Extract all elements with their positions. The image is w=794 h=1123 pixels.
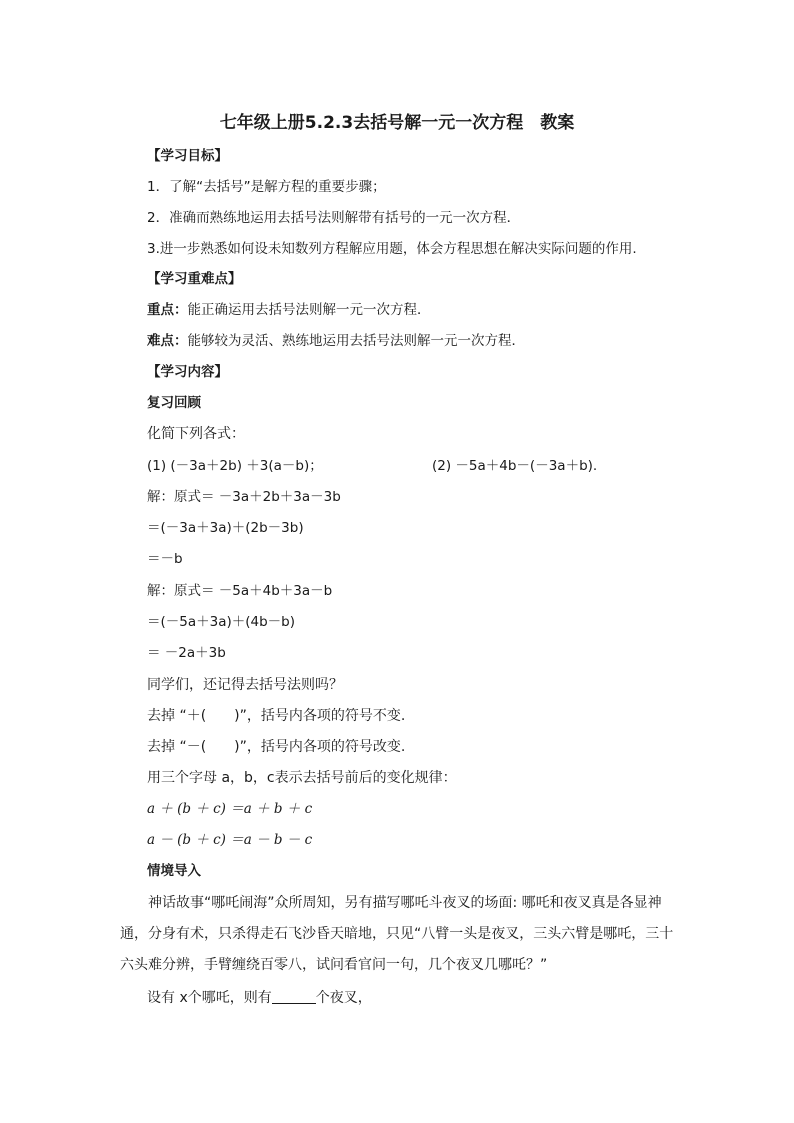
answer-blank — [272, 989, 316, 1004]
key-text: 能正确运用去括号法则解一元一次方程． — [187, 302, 431, 318]
problem-1: (1) (－3a＋2b) ＋3(a－b)； — [147, 458, 323, 474]
key-label: 重点： — [147, 302, 188, 318]
key-point — [147, 301, 431, 319]
formula-2: a － (b ＋ c) ＝a － b － c — [147, 832, 313, 848]
goal-3: 3.进一步熟悉如何设未知数列方程解应用题，体会方程思想在解决实际问题的作用. — [147, 241, 637, 257]
goals-heading: 【学习目标】 — [147, 148, 228, 164]
solution-1-line-2: ＝(－3a＋3a)＋(2b－3b) — [147, 520, 304, 536]
solution-1-line-3: ＝－b — [147, 551, 183, 567]
difficult-label: 难点： — [147, 333, 188, 349]
difficult-text: 能够较为灵活、熟练地运用去括号法则解一元一次方程． — [187, 333, 525, 349]
let-suffix: 个夜叉， — [315, 990, 372, 1006]
solution-2-line-3: ＝ －2a＋3b — [147, 645, 226, 661]
solution-1-line-1: 解：原式＝ －3a＋2b＋3a－3b — [147, 489, 341, 505]
scenario-let — [147, 989, 372, 1007]
rule-plus: 去掉 “＋( )”，括号内各项的符号不变. — [147, 708, 406, 724]
formula-1: a ＋ (b ＋ c) ＝a ＋ b ＋ c — [147, 801, 313, 817]
goal-1: 1．了解“去括号”是解方程的重要步骤； — [147, 179, 386, 195]
page-title: 七年级上册5.2.3去括号解一元一次方程 教案 — [219, 113, 575, 133]
goal-2: 2．准确而熟练地运用去括号法则解带有括号的一元一次方程． — [147, 210, 521, 226]
solution-2-line-2: ＝(－5a＋3a)＋(4b－b) — [147, 614, 296, 630]
let-prefix: 设有 x个哪吒，则有 — [147, 990, 272, 1006]
review-heading: 复习回顾 — [147, 395, 201, 411]
problem-2: (2) －5a＋4b－(－3a＋b). — [432, 458, 598, 474]
content-heading: 【学习内容】 — [147, 364, 228, 380]
key-heading: 【学习重难点】 — [147, 271, 242, 287]
difficult-point — [147, 332, 525, 350]
simplify-prompt: 化简下列各式： — [147, 426, 245, 442]
rules-question: 同学们，还记得去括号法则吗？ — [147, 677, 343, 693]
letters-rule: 用三个字母 a，b，c表示去括号前后的变化规律： — [147, 770, 457, 786]
scenario-story: 神话故事“哪吒闹海”众所周知，另有描写哪吒斗夜叉的场面: 哪吒和夜叉真是各显神通，分身有术，只杀得走石飞沙昏天暗地，只见“八臂一头是夜叉，三头六臂是哪吒，三十六头难分辨，手臂缠绕百零八，试问看官问一句，几个夜叉几哪吒？” — [120, 895, 674, 973]
rule-minus: 去掉 “－( )”，括号内各项的符号改变. — [147, 739, 406, 755]
solution-2-line-1: 解：原式＝ －5a＋4b＋3a－b — [147, 583, 333, 599]
scenario-heading: 情境导入 — [147, 863, 201, 879]
